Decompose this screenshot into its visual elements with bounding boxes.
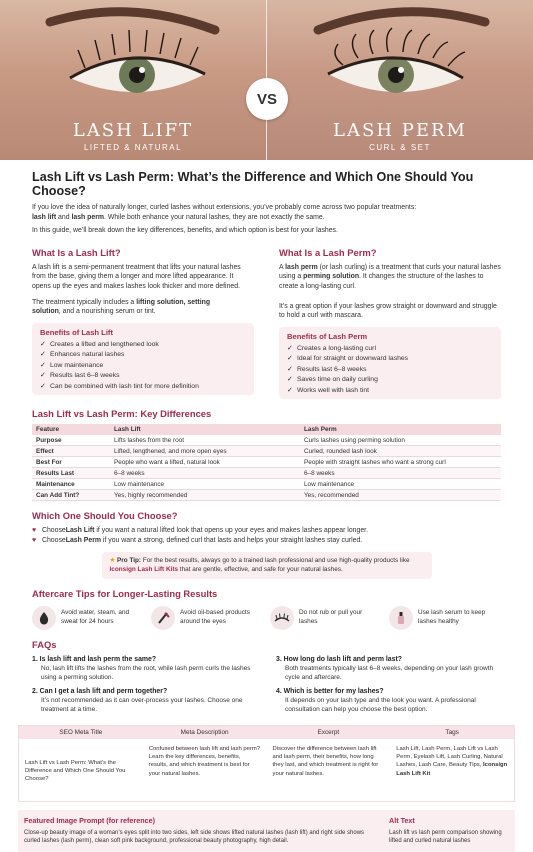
water-drop-icon <box>32 606 56 630</box>
page-title: Lash Lift vs Lash Perm: What’s the Difference and Which One Should You Choose? <box>32 170 474 198</box>
benefits-title: Benefits of Lash Lift <box>40 327 113 337</box>
faq-column-left <box>32 655 257 719</box>
check-icon: ✓ <box>40 382 46 390</box>
pro-tip-box <box>102 552 432 578</box>
text: if you want a natural lifted look that opens up your eyes and makes lashes appear longer. <box>94 527 368 535</box>
table-cell: 6–8 weeks <box>300 468 501 479</box>
aftercare-tips <box>32 606 501 630</box>
table-header: Lash Lift <box>110 424 300 435</box>
check-icon: ✓ <box>287 355 293 363</box>
faq-answer: No, lash lift lifts the lashes from the root, while lash perm curls the lashes using a perming solution. <box>41 664 251 681</box>
seo-meta-header <box>19 726 514 739</box>
definitions <box>32 240 501 399</box>
serum-bottle-icon <box>389 606 413 630</box>
text: . It changes the structure of the lashes to create a long-lasting curl. <box>279 273 484 290</box>
table-header-row <box>32 424 501 435</box>
tags-bold: Iconsign Lash Lift Kit <box>396 762 508 777</box>
list-item <box>32 536 501 546</box>
choose-list <box>32 526 501 546</box>
intro-and: and <box>56 213 72 221</box>
bold-text: solution <box>32 308 59 316</box>
faq-column-right <box>276 655 501 719</box>
lash-lift-title: LASH LIFT <box>72 120 194 141</box>
table-cell: Yes, highly recommended <box>110 490 300 501</box>
aftercare-text: Use lash serum to keep lashes healthy <box>418 609 486 625</box>
bold-text: perming solution <box>303 273 360 281</box>
lash-lift-subtitle: LIFTED & NATURAL <box>83 143 183 152</box>
table-cell: Effect <box>32 446 110 457</box>
benefit-text: Creates a long-lasting curl <box>297 344 376 352</box>
alt-text-block <box>383 810 515 852</box>
pro-tip-label: Pro Tip: <box>117 557 142 565</box>
seo-tags <box>390 739 514 801</box>
article-content <box>0 160 533 719</box>
check-icon: ✓ <box>40 351 46 359</box>
choose-heading: Which One Should You Choose? <box>32 510 178 522</box>
intro-text-end: . While both enhance your natural lashes, they are not exactly the same. <box>104 213 325 221</box>
list-item <box>287 386 493 397</box>
table-cell: 6–8 weeks <box>110 468 300 479</box>
list-item <box>32 526 501 536</box>
faq-answer: Both treatments typically last 6–8 weeks, depending on your lash growth cycle and aftercare. <box>285 664 494 681</box>
table-cell: Best For <box>32 457 110 468</box>
check-icon: ✓ <box>287 376 293 384</box>
benefit-text: Ideal for straight or downward lashes <box>297 355 409 363</box>
aftercare-item <box>151 606 263 630</box>
intro-bold-lash-lift: lash lift <box>32 213 57 221</box>
faq-item <box>32 687 257 714</box>
lash-perm-benefits <box>279 327 501 399</box>
lash-perm-paragraph-2: It’s a great option if your lashes grow straight or downward and struggle to hold a curl with mascara. <box>279 302 497 320</box>
table-cell: Purpose <box>32 435 110 446</box>
text: if you want a strong, defined curl that lasts and helps your straight lashes stay curled. <box>101 537 363 545</box>
featured-heading: Featured Image Prompt (for reference) <box>24 815 156 825</box>
faq-question: 2. Can I get a lash lift and perm together? <box>32 687 168 695</box>
aftercare-text: Avoid water, steam, and sweat for 24 hours <box>61 609 130 625</box>
lash-perm-subtitle: CURL & SET <box>369 143 431 152</box>
intro-paragraph-2: In this guide, we’ll break down the key differences, benefits, and which option is best for your lashes. <box>32 227 338 235</box>
benefit-text: Low maintenance <box>50 361 104 369</box>
seo-meta-table <box>18 725 515 802</box>
benefit-text: Results last 6–8 weeks <box>50 372 120 380</box>
benefit-text: Saves time on daily curling <box>297 376 378 384</box>
mascara-wand-icon <box>151 606 175 630</box>
featured-image-prompt <box>18 810 383 852</box>
text: A <box>279 263 286 271</box>
check-icon: ✓ <box>287 365 293 373</box>
bold-text: lifting solution, setting <box>136 298 211 306</box>
table-row <box>32 468 501 479</box>
table-cell: Lifts lashes from the root <box>110 435 300 446</box>
faq-list <box>32 655 501 719</box>
benefits-title: Benefits of Lash Perm <box>287 331 368 341</box>
seo-meta-description: Confused between lash lift and lash perm? Learn the key differences, benefits, results, and which treatment is best for your natural lashes. <box>148 745 261 777</box>
faq-item <box>276 655 501 682</box>
lash-lift-paragraph-1: A lash lift is a semi-permanent treatment that lifts your natural lashes from the base, giving them a longer and more lifted appearance. It opens up the eyes and makes lashes look thicker and more defined. <box>32 263 241 290</box>
benefit-text: Can be combined with lash tint for more definition <box>50 382 199 390</box>
iconsign-kit-link[interactable]: Iconsign Lash Lift Kits <box>109 566 179 574</box>
aftercare-text: Avoid oil-based products around the eyes <box>180 609 250 625</box>
table-cell: Curled, rounded lash look <box>300 446 501 457</box>
bold-text: Lash Perm <box>65 537 101 545</box>
list-item <box>287 354 493 365</box>
faq-question: 1. Is lash lift and lash perm the same? <box>32 655 157 663</box>
alt-text-heading: Alt Text <box>389 815 415 825</box>
table-header: Feature <box>32 424 110 435</box>
differences-table <box>32 424 501 502</box>
table-cell: Maintenance <box>32 479 110 490</box>
seo-header: SEO Meta Title <box>59 728 103 736</box>
faq-answer: It depends on your lash type and the look you want. A professional consultation can help you choose the best option. <box>285 696 476 713</box>
table-header: Lash Perm <box>300 424 501 435</box>
bold-text: lash perm <box>285 263 318 271</box>
intro-paragraph-1 <box>32 203 501 222</box>
faq-answer: It’s not recommended as it can over-process your lashes. Choose one treatment at a time. <box>41 696 243 713</box>
table-cell: Low maintenance <box>300 479 501 490</box>
text: , and a nourishing serum or tint. <box>58 308 156 316</box>
list-item <box>40 361 246 372</box>
featured-image-section <box>18 810 515 852</box>
text: Choose <box>42 527 66 535</box>
list-item <box>40 371 246 382</box>
aftercare-heading: Aftercare Tips for Longer-Lasting Results <box>32 587 218 599</box>
list-item <box>287 375 493 386</box>
differences-heading: Lash Lift vs Lash Perm: Key Differences <box>32 407 212 419</box>
table-cell: Low maintenance <box>110 479 300 490</box>
heart-icon: ♥ <box>32 537 37 545</box>
check-icon: ✓ <box>40 340 46 348</box>
benefit-text: Results last 6–8 weeks <box>297 365 367 373</box>
benefit-text: Creates a lifted and lengthened look <box>50 340 159 348</box>
table-cell: People with straight lashes who want a strong curl <box>300 457 501 468</box>
seo-excerpt: Discover the difference between lash lift and lash perm, their benefits, how long they last, and which treatment is right for your natural lashes. <box>272 745 379 777</box>
table-row <box>32 457 501 468</box>
lash-perm-paragraph-1 <box>279 263 501 292</box>
check-icon: ✓ <box>40 361 46 369</box>
text: The treatment typically includes a <box>32 298 137 306</box>
list-item <box>40 350 246 361</box>
list-item <box>40 340 246 351</box>
tags-text: Lash Lift, Lash Perm, Lash Lift vs Lash Perm, Eyelash Lift, Lash Curling, Natural Lashes, Lash Care, Beauty Tips, <box>396 745 503 769</box>
faq-question: 4. Which is better for my lashes? <box>276 687 384 695</box>
lashes-icon <box>270 606 294 630</box>
vs-badge: VS <box>246 78 288 120</box>
bold-text: Lash Lift <box>65 527 95 535</box>
table-cell: Curls lashes using perming solution <box>300 435 501 446</box>
table-row <box>32 435 501 446</box>
intro <box>32 203 501 236</box>
heart-icon: ♥ <box>32 527 37 535</box>
list-item <box>287 365 493 376</box>
table-cell: People who want a lifted, natural look <box>110 457 300 468</box>
lash-lift-benefits <box>32 323 254 395</box>
table-cell: Lifted, lengthened, and more open eyes <box>110 446 300 457</box>
lash-lift-heading: What Is a Lash Lift? <box>32 246 121 258</box>
check-icon: ✓ <box>287 386 293 394</box>
pro-tip-text: For the best results, always go to a trained lash professional and use high-quality products like <box>141 557 410 565</box>
benefit-text: Enhances natural lashes <box>50 351 125 359</box>
table-cell: Results Last <box>32 468 110 479</box>
faq-item <box>276 687 501 714</box>
lash-perm-column <box>279 240 501 399</box>
hero-banner <box>0 0 533 160</box>
faq-item <box>32 655 257 682</box>
seo-header: Meta Description <box>180 728 229 736</box>
benefit-text: Works well with lash tint <box>297 386 370 394</box>
intro-text: If you love the idea of naturally longer, curled lashes without extensions, you’ve probably come across two popular treatments: <box>32 204 417 211</box>
text: (or lash curling) is a treatment that curls your natural lashes using a <box>279 263 501 281</box>
aftercare-item <box>32 606 144 630</box>
lash-lift-paragraph-2 <box>32 298 254 317</box>
list-item <box>40 382 246 393</box>
aftercare-text: Do not rub or pull your lashes <box>299 609 363 625</box>
table-cell: Can Add Tint? <box>32 490 110 501</box>
featured-text: Close-up beauty image of a woman’s eyes split into two sides, left side shows lifted natural lashes (lash lift) and right side shows curled lashes (lash perm), clean soft pink background, professional beauty photography, high detail. <box>24 829 365 845</box>
faq-question: 3. How long do lash lift and perm last? <box>276 655 402 663</box>
seo-meta-body <box>19 739 514 801</box>
check-icon: ✓ <box>287 344 293 352</box>
list-item <box>287 344 493 355</box>
table-cell: Yes, recommended <box>300 490 501 501</box>
seo-header: Tags <box>445 728 459 736</box>
faqs-heading: FAQs <box>32 638 57 650</box>
seo-meta-title: Lash Lift vs Lash Perm: What’s the Difference and Which One Should You Choose? <box>25 759 126 783</box>
lash-perm-title: LASH PERM <box>333 120 467 141</box>
seo-header: Excerpt <box>317 728 340 736</box>
alt-text: Lash lift vs lash perm comparison showing lifted and curled natural lashes <box>389 829 502 845</box>
table-row <box>32 490 501 501</box>
check-icon: ✓ <box>40 372 46 380</box>
aftercare-item <box>270 606 382 630</box>
text: Choose <box>42 537 66 545</box>
star-icon: ★ <box>109 557 116 565</box>
lash-lift-column <box>32 240 254 399</box>
pro-tip-text-end: that are gentle, effective, and safe for your natural lashes. <box>178 566 343 574</box>
lash-perm-heading: What Is a Lash Perm? <box>279 246 377 258</box>
aftercare-item <box>389 606 501 630</box>
intro-bold-lash-perm: lash perm <box>71 213 105 221</box>
table-row <box>32 446 501 457</box>
hero-left-label <box>0 120 266 152</box>
table-row <box>32 479 501 490</box>
hero-right-label <box>267 120 533 152</box>
